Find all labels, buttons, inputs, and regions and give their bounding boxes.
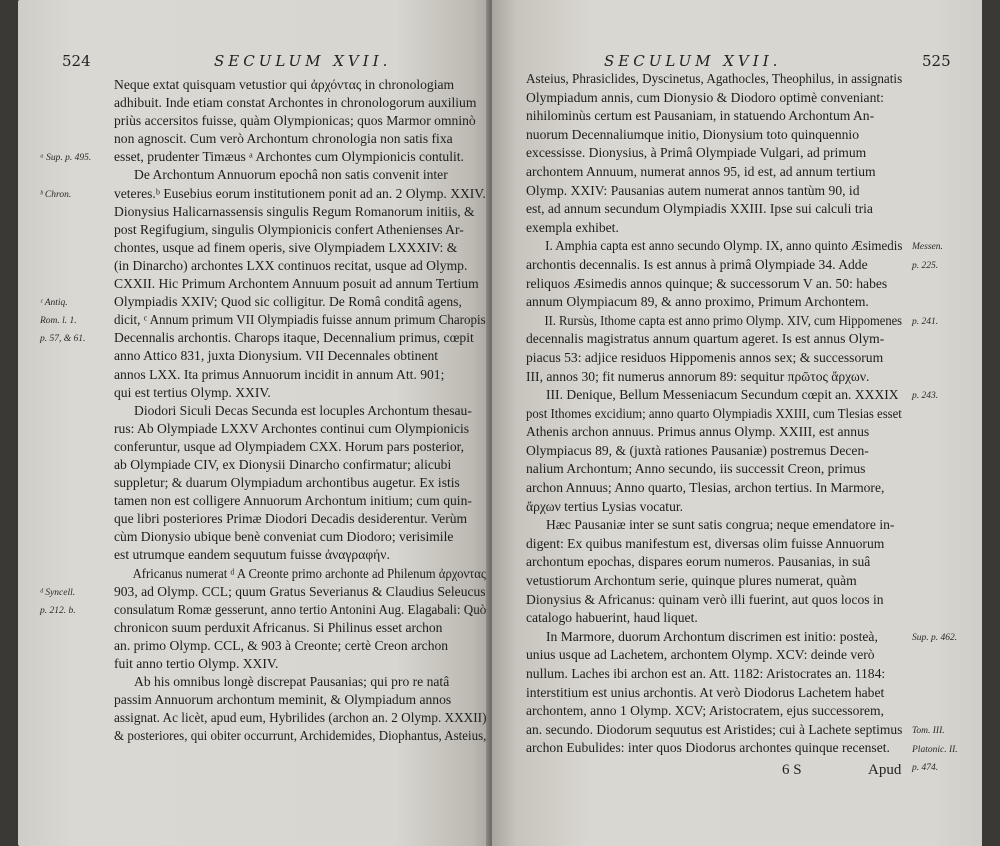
margin-note: ᵇ Chron. xyxy=(40,189,72,200)
text-line: nuorum Decennaliumque initio, Dionysium toto quinquennio xyxy=(526,126,860,142)
text-line: consulatum Romæ gesserunt, anno tertio Antonini Aug. Elagabali: Quò xyxy=(114,601,487,617)
text-line: veteres.ᵇ Eusebius eorum institutionem ponit ad an. 2 Olymp. XXIV. xyxy=(114,185,486,201)
text-line: Dionysius & Africanus: quinam verò illi fuerint, aut quos locos in xyxy=(526,591,884,607)
text-line: exempla exhibet. xyxy=(526,219,619,235)
margin-note: p. 241. xyxy=(912,316,939,327)
text-line: reliquos Æsimedis annos quinque; & successorum V an. 50: habes xyxy=(526,275,888,291)
running-head: SECULUM XVII. xyxy=(604,52,782,70)
text-line: dicit, ᶜ Annum primum VII Olympiadis fuisse annum primum Charopis xyxy=(114,312,486,328)
text-line: Olympiadis XXIV; Quod sic colligitur. De Româ conditâ agens, xyxy=(114,294,462,310)
text-line: Athenis archon annuus. Primus annus Olymp. XXIII, est annus xyxy=(526,424,870,440)
running-head: SECULUM XVII. xyxy=(214,52,392,70)
text-line: post Regifugium, singulis Olympionicis confert Athenienses Ar- xyxy=(114,221,464,237)
text-line: Asteius, Phrasiclides, Dyscinetus, Agathocles, Theophilus, in assignatis xyxy=(526,71,903,86)
text-line: an. primo Olymp. CCL, & 903 à Creonte; certè Creon archon xyxy=(114,637,449,653)
text-line: II. Rursùs, Ithome capta est anno primo Olymp. XIV, cum Hippomenes xyxy=(544,312,903,328)
text-line: est utrumque eandem sequutum fuisse ἀναγραφήν. xyxy=(114,547,390,563)
text-line: 903, ad Olymp. CCL; quum Gratus Severianus & Claudius Seleucus xyxy=(114,583,486,599)
text-line: Hæc Pausaniæ inter se sunt satis congrua; neque emendatore in- xyxy=(546,517,895,533)
text-line: adhibuit. Inde etiam constat Archontes in chronologorum auxilium xyxy=(114,95,477,111)
text-line: CXXII. Hic Primum Archontem Annuum posuit ad annum Tertium xyxy=(114,276,479,292)
text-line: fuit anno tertio Olymp. XXIV. xyxy=(114,656,279,671)
margin-note: p. 474. xyxy=(912,763,939,774)
text-line: passim Annuorum archontum meminit, & Olympiadum annos xyxy=(114,692,452,708)
signature-mark: 6 S xyxy=(782,762,802,778)
text-line: catalogo habuerint, haud liquet. xyxy=(526,610,698,626)
text-line: nihilominùs certum est Pausaniam, in statuendo Archontum An- xyxy=(526,108,875,124)
margin-note: Platonic. II. xyxy=(912,744,958,755)
text-line: III, annos 30; fit numerus annorum 89: sequitur πρῶτος ἄρχων. xyxy=(526,368,870,384)
text-line: Dionysius Halicarnassensis singulis Regum Romanorum initiis, & xyxy=(114,203,475,219)
margin-note: Sup. p. 462. xyxy=(912,633,958,643)
text-line: chronicon suum perduxit Africanus. Si Philinus esset archon xyxy=(114,619,443,635)
text-line: interstitium est unius archontis. At verò Diodorus Lachetem habet xyxy=(526,684,885,700)
text-line: Decennalis archontis. Charops itaque, Decennalium primus, cœpit xyxy=(114,330,474,346)
text-line: Diodori Siculi Decas Secunda est locuples Archontum thesau- xyxy=(134,402,472,418)
text-line: I. Amphia capta est anno secundo Olymp. IX, anno quinto Æsimedis xyxy=(545,238,903,254)
text-line: Ab his omnibus longè discrepat Pausanias; qui pro re natâ xyxy=(134,674,450,690)
text-line: (in Dinarcho) archontes LXX continuos recitat, usque ad Olymp. xyxy=(114,257,468,273)
margin-note: p. 57, & 61. xyxy=(40,334,86,345)
text-line: annum Olympiacum 89, & anno proximo, Primum Archontem. xyxy=(526,294,869,310)
text-line: & posteriores, qui obiter occurrunt, Archidemides, Diophantus, Asteius, xyxy=(114,728,487,744)
margin-note: Tom. III. xyxy=(912,726,945,736)
text-line: Neque extat quisquam vetustior qui ἀρχόντας in chronologiam xyxy=(114,77,455,92)
body-text xyxy=(114,76,486,745)
text-line: ab Olympiade CIV, ex Dionysii Dinarcho confirmatur; alicubi xyxy=(114,456,452,472)
text-line: nalium Archontum; Anno secundo, iis successit Creon, primus xyxy=(526,461,866,477)
text-line: qui est tertius Olymp. XXIV. xyxy=(114,384,271,400)
text-line: archontem, anno 1 Olymp. XCV; Aristocratem, ejus successorem, xyxy=(526,703,885,719)
text-line: esset, prudenter Timæus ᵃ Archontes cum Olympionicis contulit. xyxy=(114,149,464,165)
catchword: Apud xyxy=(868,762,902,778)
text-line: annos LXX. Ita primus Annuorum incidit in annum Att. 901; xyxy=(114,366,445,382)
left-page xyxy=(18,0,490,846)
text-line: In Marmore, duorum Archontum discrimen est initio: posteà, xyxy=(546,628,878,644)
text-line: digent: Ex quibus manifestum est, diversas olim fuisse Annuorum xyxy=(526,535,885,551)
margin-note: p. 243. xyxy=(912,391,939,402)
margin-note: ᶜ Antiq. xyxy=(40,298,68,309)
text-line: rus: Ab Olympiade LXXV Archontes continui cum Olympionicis xyxy=(114,420,470,436)
text-line: post Ithomes excidium; anno quarto Olympiadis XXIII, cum Tlesias esset xyxy=(526,405,902,421)
text-line: Olympiacus 89, & (juxtà rationes Pausaniæ) postremus Decen- xyxy=(526,442,869,458)
text-line: tamen non est colligere Annuorum Archontum initium; cum quin- xyxy=(114,493,472,509)
text-line: unius usque ad Lachetem, archontem Olymp. XCV: deinde verò xyxy=(526,647,875,663)
text-line: piacus 53: adjice residuos Hippomenis annos sex; & successorum xyxy=(526,349,884,365)
text-line: conferuntur, usque ad Olympiadem CXX. Horum pars posterior, xyxy=(114,438,465,454)
page-number: 525 xyxy=(922,52,951,70)
margin-note: Messen. xyxy=(912,242,943,253)
text-line: archon Annuus; Anno quarto, Tlesias, archon tertius. In Marmore, xyxy=(526,480,885,496)
text-line: nullum. Laches ibi archon est an. Att. 1182: Aristocrates an. 1184: xyxy=(526,666,886,681)
margin-note: p. 212. b. xyxy=(40,605,76,616)
margin-note: ᵈ Syncell. xyxy=(40,587,76,598)
text-line: cùm Dionysio ubique benè conveniat cum Diodoro; verisimile xyxy=(114,529,454,545)
text-line: est, ad annum secundum Olympiadis XXIII. Ipse sui calculi tria xyxy=(526,201,873,217)
text-line: priùs accersitos fuisse, quàm Olympionicas; quos Marmor omninò xyxy=(114,113,476,129)
text-line: Olympiadum annis, cum Dionysio & Diodoro optimè conveniant: xyxy=(526,89,884,105)
margin-note: ᵃ Sup. p. 495. xyxy=(40,153,92,164)
margin-note: p. 225. xyxy=(912,261,939,271)
text-line: excessisse. Dionysius, à Primâ Olympiade Vulgari, ad primum xyxy=(526,145,867,161)
text-line: III. Denique, Bellum Messeniacum Secundum cœpit an. XXXIX xyxy=(546,387,899,403)
text-line: anno Attico 831, juxta Dionysium. VII Decennales obtinent xyxy=(114,348,439,364)
body-text xyxy=(526,70,902,758)
text-line: an. secundo. Diodorum sequutus est Aristides; cui à Lachete septimus xyxy=(526,721,903,737)
text-line: que libri posteriores Primæ Diodori Decadis desiderentur. Verùm xyxy=(114,511,468,527)
text-line: archontis decennalis. Is est annus à primâ Olympiade 34. Adde xyxy=(526,256,868,272)
margin-note: Rom. l. 1. xyxy=(40,316,77,327)
text-line: archontem Annuum, numerat annos 95, id est, ad annum tertium xyxy=(526,163,876,179)
text-line: archontum epochas, dispares eorum numeros. Pausanias, in suâ xyxy=(526,554,871,570)
page-number: 524 xyxy=(62,52,91,70)
text-line: assignat. Ac licèt, apud eum, Hybrilides (archon an. 2 Olymp. XXXII) xyxy=(114,710,487,726)
text-line: chontes, usque ad finem operis, sive Olympiadem LXXXIV: & xyxy=(114,239,458,255)
text-line: decennalis magistratus annum quartum ageret. Is est annus Olym- xyxy=(526,331,885,347)
text-line: ἄρχων tertius Lysias vocatur. xyxy=(526,498,684,514)
text-line: suppletur; & duarum Olympiadum archontibus augetur. Ex istis xyxy=(114,475,460,491)
right-page xyxy=(492,0,982,846)
text-line: non agnoscit. Cum verò Archontum chronologia non satis fixa xyxy=(114,131,453,147)
text-line: archon Eubulides: inter quos Diodorus archontes quinque recenset. xyxy=(526,740,890,756)
text-line: Africanus numerat ᵈ A Creonte primo archonte ad Philenum ἀρχοντας xyxy=(132,565,486,581)
text-line: vetustiorum Archontum serie, quinque plures numerat, quàm xyxy=(526,573,857,589)
text-line: Olymp. XXIV: Pausanias autem numerat annos tantùm 90, id xyxy=(526,182,860,198)
text-line: De Archontum Annuorum epochâ non satis convenit inter xyxy=(134,167,448,183)
